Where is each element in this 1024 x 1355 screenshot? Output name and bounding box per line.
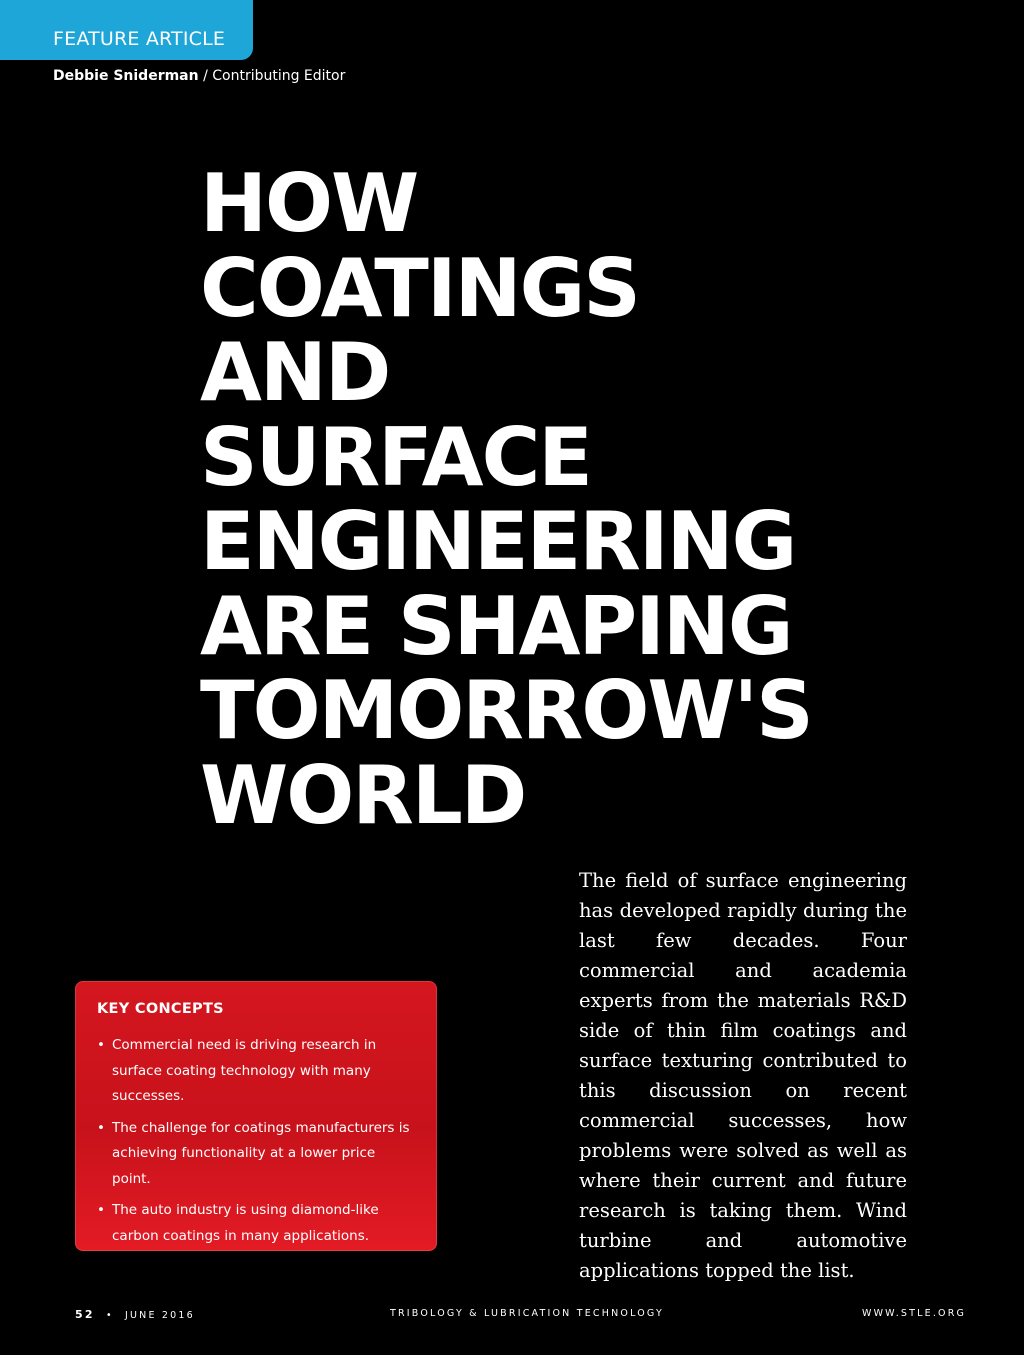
headline-line: HOW: [200, 157, 418, 250]
headline-line: AND: [200, 326, 390, 419]
bullet-icon: •: [97, 1037, 105, 1053]
author-name: Debbie Sniderman: [53, 68, 199, 84]
footer-website: WWW.STLE.ORG: [862, 1308, 967, 1319]
key-concepts-box: [75, 981, 437, 1251]
key-concept-text: The challenge for coatings manufacturers is achieving functionality at a lower price point.: [112, 1119, 410, 1187]
key-concept-text: The auto industry is using diamond-like carbon coatings in many applications.: [112, 1202, 379, 1244]
key-concept-item: [97, 1116, 415, 1193]
bullet-icon: •: [97, 1202, 105, 1218]
article-headline: [200, 157, 812, 842]
headline-line: TOMORROW'S: [200, 664, 812, 757]
byline-separator: /: [203, 68, 208, 84]
section-tag: [0, 0, 253, 60]
page-number: 52: [75, 1308, 95, 1321]
footer-separator: •: [105, 1310, 114, 1321]
headline-line: COATINGS: [200, 241, 639, 335]
intro-paragraph: The field of surface engineering has developed rapidly during the last few decades. Four commercial and academia experts from the materials R&D side of thin film coatings and surface texturing contributed to this discussion on recent commercial successes, how problems were solved as well as where their current and future research is taking them. Wind turbine and automotive applications topped the list.: [579, 869, 907, 1282]
bullet-icon: •: [97, 1119, 105, 1136]
key-concept-text: Commercial need is driving research in surface coating technology with many successes.: [112, 1037, 377, 1104]
footer-publication: TRIBOLOGY & LUBRICATION TECHNOLOGY: [390, 1308, 664, 1319]
headline-line: ENGINEERING: [200, 495, 796, 588]
author-role: Contributing Editor: [212, 68, 346, 84]
issue-date: JUNE 2016: [125, 1310, 195, 1321]
headline-line: WORLD: [200, 748, 526, 842]
section-tag-label: FEATURE ARTICLE: [53, 28, 226, 50]
key-concepts-title: KEY CONCEPTS: [97, 1001, 224, 1017]
footer-page-info: [75, 1308, 195, 1321]
byline: [53, 68, 345, 84]
key-concepts-list: [97, 1033, 415, 1249]
key-concept-item: [97, 1033, 415, 1110]
headline-line: SURFACE: [200, 410, 591, 504]
key-concept-item: [97, 1198, 415, 1249]
headline-line: ARE SHAPING: [200, 579, 792, 673]
